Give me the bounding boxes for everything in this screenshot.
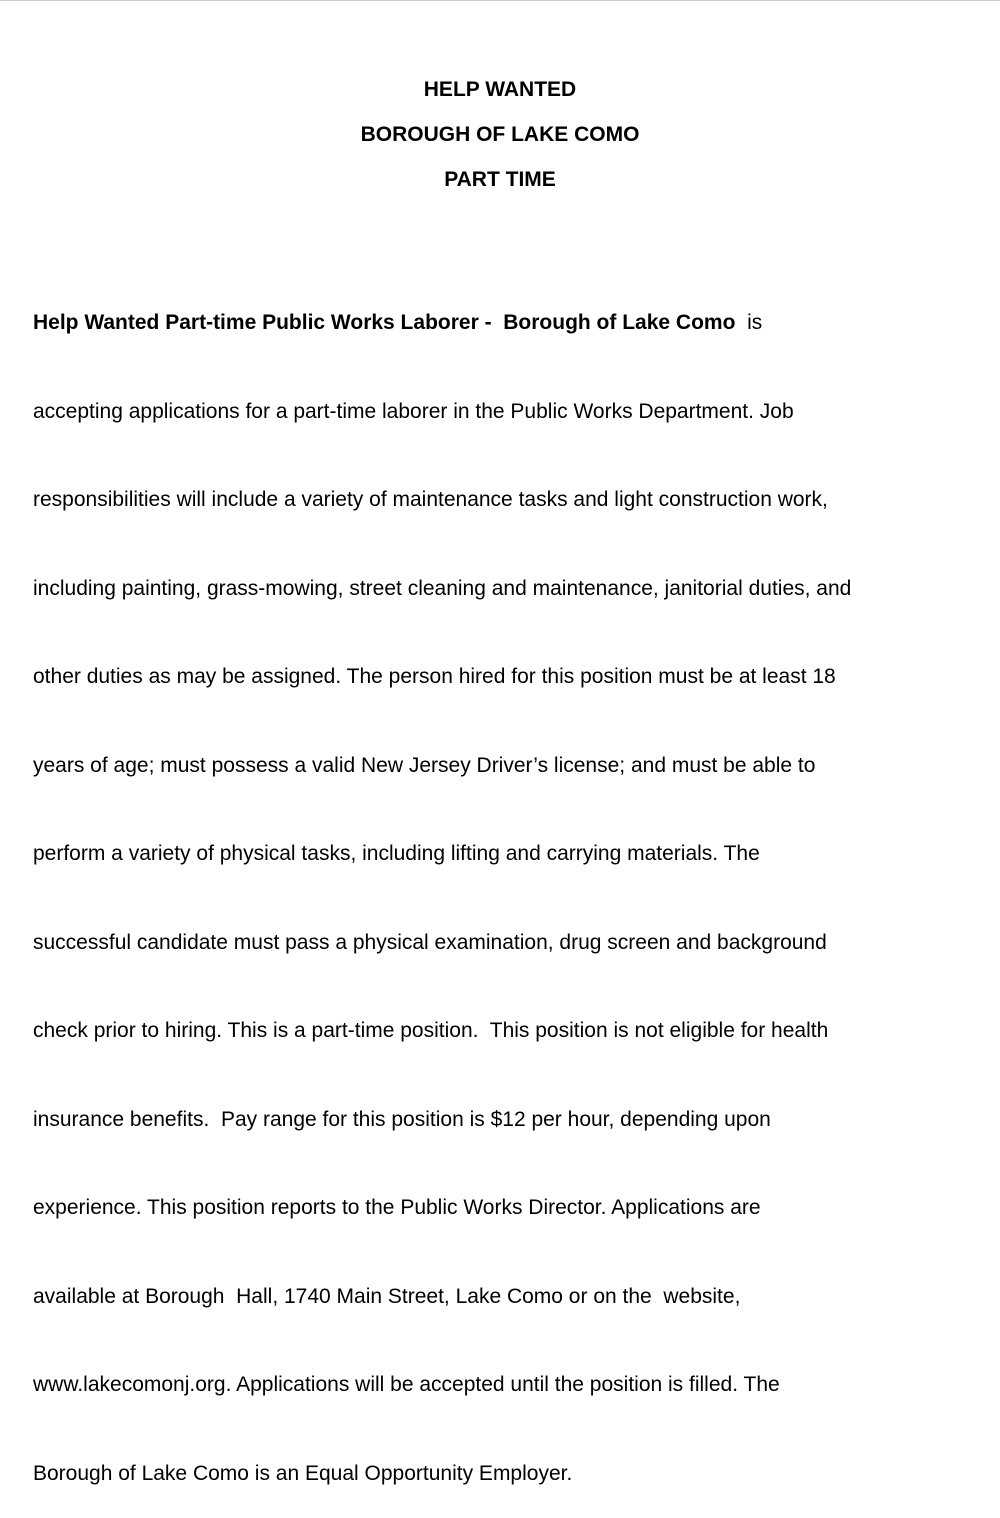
posting-line: accepting applications for a part-time laborer in the Public Works Department. Job: [33, 399, 794, 423]
header-block: [0, 67, 1000, 202]
posting-line: insurance benefits. Pay range for this position is $12 per hour, depending upon: [33, 1107, 771, 1131]
posting-line: check prior to hiring. This is a part-time position. This position is not eligible for health: [33, 1019, 829, 1042]
posting-lead-rest: is: [735, 311, 763, 334]
heading-help-wanted: HELP WANTED: [423, 78, 577, 101]
posting-line: responsibilities will include a variety of maintenance tasks and light construction work,: [33, 488, 828, 511]
posting-line: years of age; must possess a valid New Jersey Driver’s license; and must be able to: [33, 753, 816, 777]
posting-line: Borough of Lake Como is an Equal Opportunity Employer.: [33, 1461, 573, 1485]
heading-borough: BOROUGH OF LAKE COMO: [360, 123, 640, 146]
posting-line: other duties as may be assigned. The person hired for this position must be at least 18: [33, 665, 836, 688]
posting-line: including painting, grass-mowing, street cleaning and maintenance, janitorial duties, and: [33, 576, 852, 600]
posting-website-line: www.lakecomonj.org. Applications will be accepted until the position is filled. The: [33, 1373, 780, 1396]
posting-line: available at Borough Hall, 1740 Main Street, Lake Como or on the website,: [33, 1284, 741, 1308]
heading-part-time: PART TIME: [444, 168, 556, 191]
posting-line: successful candidate must pass a physical examination, drug screen and background: [33, 930, 827, 954]
posting-lead-line: [33, 308, 973, 338]
page-top-border: [0, 0, 1000, 1]
posting-line: perform a variety of physical tasks, including lifting and carrying materials. The: [33, 842, 760, 865]
posting-body: [33, 249, 973, 1518]
posting-lead-title: Help Wanted Part-time Public Works Laborer - Borough of Lake Como: [33, 311, 736, 334]
posting-line: experience. This position reports to the Public Works Director. Applications are: [33, 1196, 761, 1219]
